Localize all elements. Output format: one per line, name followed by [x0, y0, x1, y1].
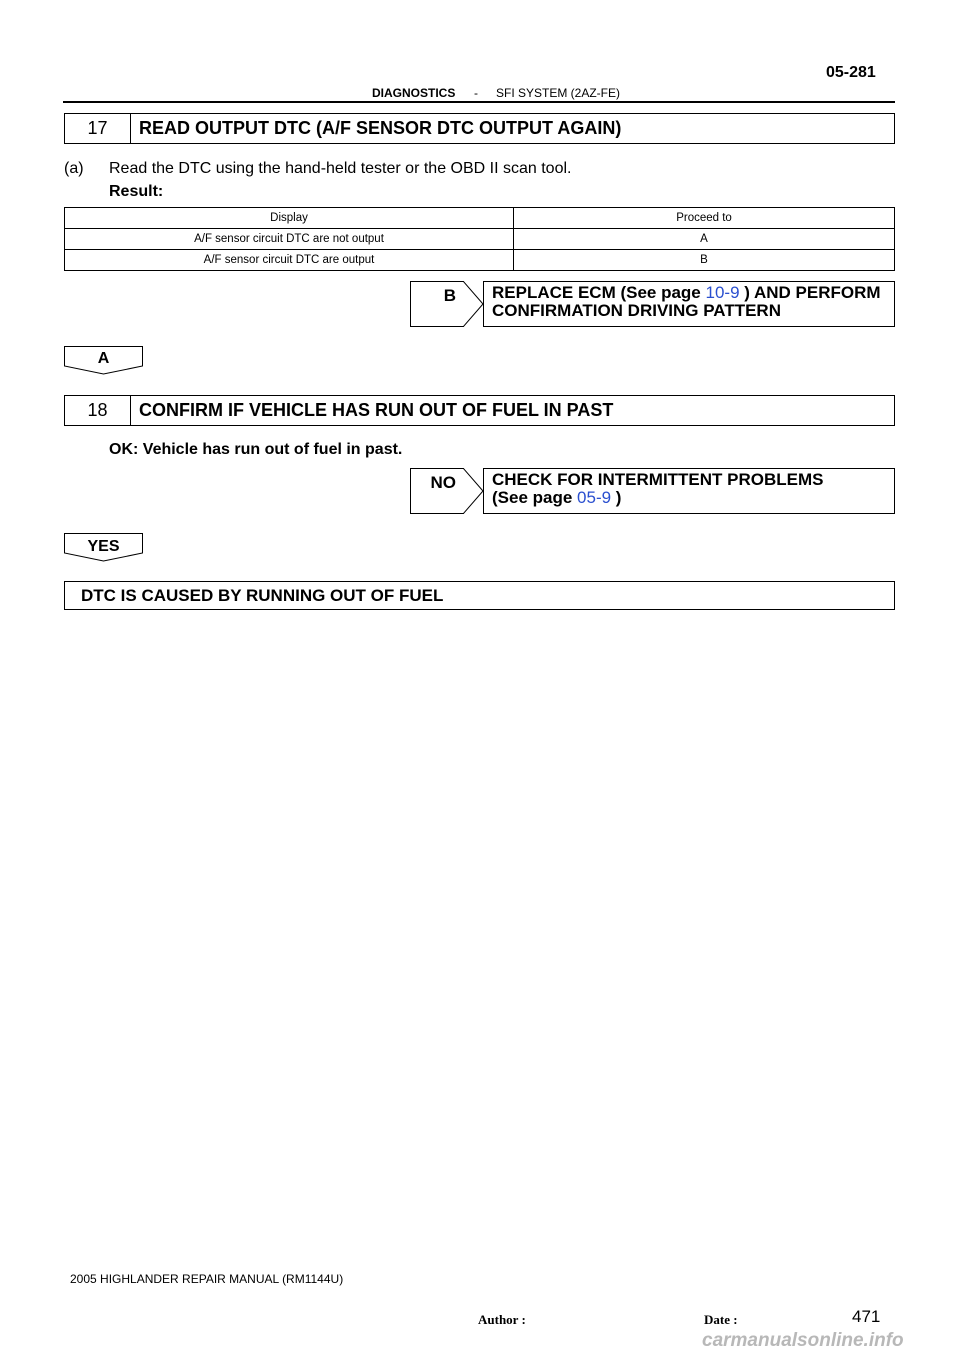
table-cell: A/F sensor circuit DTC are output	[65, 250, 514, 271]
step-17-header	[64, 113, 895, 144]
continue-label-a: A	[97, 350, 110, 367]
branch-action-b	[483, 281, 895, 327]
author-label: Author :	[478, 1312, 526, 1327]
page-number: 471	[852, 1307, 881, 1326]
date-label: Date :	[704, 1312, 738, 1327]
table-cell: B	[514, 250, 895, 271]
branch-action-line1: CHECK FOR INTERMITTENT PROBLEMS	[492, 470, 824, 489]
manual-title: 2005 HIGHLANDER REPAIR MANUAL (RM1144U)	[70, 1272, 344, 1286]
branch-action-no	[483, 468, 895, 514]
result-table	[64, 207, 895, 271]
watermark: carmanualsonline.info	[702, 1330, 904, 1351]
step-title: READ OUTPUT DTC (A/F SENSOR DTC OUTPUT AGAIN)	[139, 118, 622, 138]
page-code: 05-281	[826, 64, 876, 81]
branch-action-line1: REPLACE ECM (See page 10-9 ) AND PERFORM	[492, 283, 881, 302]
column-header-display: Display	[65, 208, 514, 229]
page-link-05-9[interactable]: 05-9	[577, 488, 612, 507]
table-row	[65, 250, 895, 271]
continue-label-yes: YES	[87, 538, 120, 555]
table-row	[65, 229, 895, 250]
page-link-10-9[interactable]: 10-9	[705, 283, 740, 302]
result-label: Result:	[109, 183, 164, 200]
header-dash: -	[474, 86, 478, 100]
step-number: 18	[65, 396, 131, 425]
step-title: CONFIRM IF VEHICLE HAS RUN OUT OF FUEL IN PAST	[139, 400, 614, 420]
branch-arrow-icon	[463, 468, 485, 514]
header-rule	[63, 101, 895, 103]
column-header-proceed: Proceed to	[514, 208, 895, 229]
final-result-text: DTC IS CAUSED BY RUNNING OUT OF FUEL	[81, 585, 444, 605]
branch-label-b	[410, 281, 464, 327]
ok-criteria: OK: Vehicle has run out of fuel in past.	[109, 441, 403, 458]
step-number: 17	[65, 114, 131, 143]
table-cell: A/F sensor circuit DTC are not output	[65, 229, 514, 250]
subsection-title: SFI SYSTEM (2AZ-FE)	[496, 86, 621, 100]
table-cell: A	[514, 229, 895, 250]
item-marker: (a)	[64, 160, 84, 177]
step-18-header	[64, 395, 895, 426]
branch-arrow-icon	[463, 281, 485, 327]
instruction-text: Read the DTC using the hand-held tester or the OBD II scan tool.	[109, 160, 572, 177]
table-header-row	[65, 208, 895, 229]
final-result-box	[64, 581, 895, 610]
branch-label-text: NO	[430, 473, 456, 492]
section-title: DIAGNOSTICS	[372, 86, 456, 100]
branch-action-line2: (See page 05-9 )	[492, 488, 622, 507]
branch-label-no	[410, 468, 464, 514]
branch-action-line2: CONFIRMATION DRIVING PATTERN	[492, 301, 781, 320]
branch-label-text: B	[443, 286, 456, 305]
